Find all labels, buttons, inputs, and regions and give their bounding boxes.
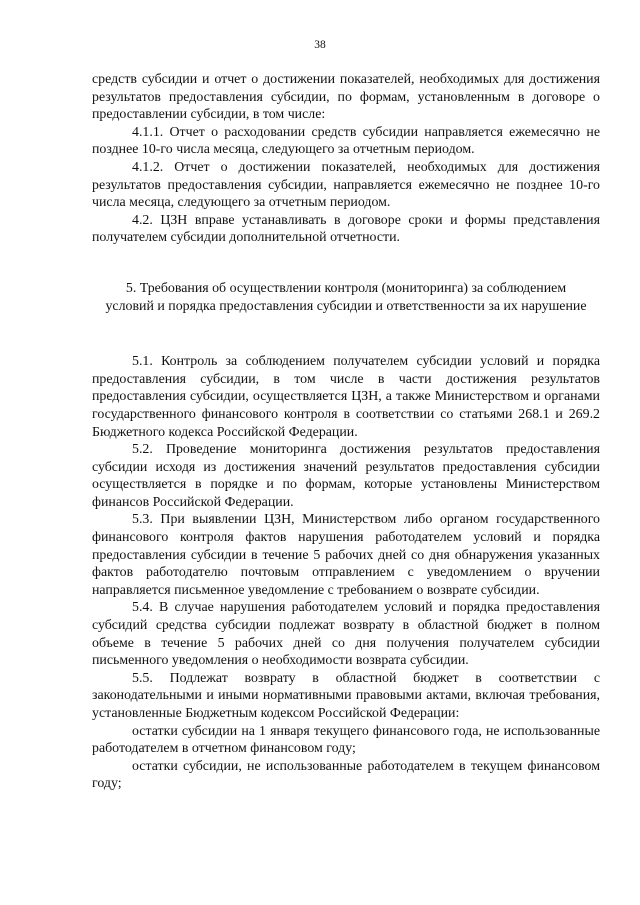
document-body	[92, 71, 600, 793]
list-item-remainder-current-year: остатки субсидии, не использованные работодателем в текущем финансовом году;	[92, 758, 600, 792]
paragraph-4-1-2: 4.1.2. Отчет о достижении показателей, необходимых для достижения результатов предоставления субсидии, направляется ежемесячно не позднее 10-го числа месяца, следующего за отчетным периодом.	[92, 159, 600, 211]
paragraph-5-4: 5.4. В случае нарушения работодателем условий и порядка предоставления субсидий средства субсидии подлежат возврату в областной бюджет в полном объеме в течение 5 рабочих дней со дня получения получателем субсидии письменного уведомления о необходимости возврата субсидии.	[92, 600, 600, 669]
paragraph-5-1: 5.1. Контроль за соблюдением получателем субсидии условий и порядка предоставления субсидии, в том числе в части достижения результатов предоставления субсидии, осуществляется ЦЗН, а также Министерством и органами государственного финансового контроля в соответствии со статьями 268.1 и 269.2 Бюджетного кодекса Российской Федерации.	[92, 354, 600, 440]
page-number: 38	[314, 39, 326, 51]
paragraph-4-1-1: 4.1.1. Отчет о расходовании средств субсидии направляется ежемесячно не позднее 10-го числа месяца, следующего за отчетным периодом.	[92, 124, 600, 158]
paragraph-continuation: средств субсидии и отчет о достижении показателей, необходимых для достижения результатов предоставления субсидии, по формам, установленным в договоре о предоставлении субсидии, в том числе:	[92, 72, 600, 123]
list-item-remainder-previous-year: остатки субсидии на 1 января текущего финансового года, не использованные работодателем в отчетном финансовом году;	[92, 723, 600, 757]
paragraph-4-2: 4.2. ЦЗН вправе устанавливать в договоре сроки и формы представления получателем субсидии дополнительной отчетности.	[92, 212, 600, 246]
paragraph-5-5: 5.5. Подлежат возврату в областной бюджет в соответствии с законодательными и иными нормативными правовыми актами, включая требования, установленные Бюджетным кодексом Российской Федерации:	[92, 670, 600, 721]
paragraph-5-2: 5.2. Проведение мониторинга достижения результатов предоставления субсидии исходя из достижения значений результатов предоставления субсидии осуществляется в порядке и по формам, которые установлены Министерством финансов Российской Федерации.	[92, 442, 600, 510]
section-5-heading: 5. Требования об осуществлении контроля (мониторинга) за соблюдением условий и порядка предоставления субсидии и ответственности за их нарушение	[105, 280, 587, 314]
paragraph-5-3: 5.3. При выявлении ЦЗН, Министерством либо органом государственного финансового контроля фактов нарушения работодателем условий и порядка предоставления субсидии в течение 5 рабочих дней со дня обнаружения указанных фактов работодателю почтовым отправлением с уведомлением о вручении направляется письменное уведомление с требованием о возврате субсидии.	[92, 512, 600, 598]
